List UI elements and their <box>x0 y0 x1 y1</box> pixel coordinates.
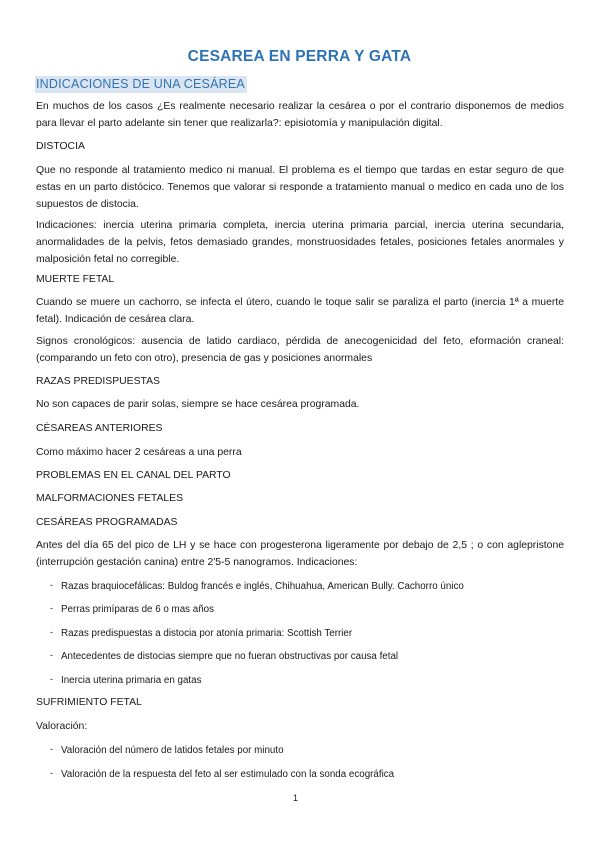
intro-paragraph: En muchos de los casos ¿Es realmente necesario realizar la cesárea o por el contrario disponemos de medios para llevar el parto adelante sin tener que realizarla?: episiotomía y manipulación digital. <box>36 101 564 129</box>
list-item <box>50 766 394 782</box>
page-number: 1 <box>293 793 299 803</box>
razas-paragraph: No son capaces de parir solas, siempre se hace cesárea programada. <box>36 399 360 410</box>
list-item-text: Valoración de la respuesta del feto al ser estimulado con la sonda ecográfica <box>61 769 395 780</box>
list-item <box>50 625 352 641</box>
bullet-marker: - <box>50 744 53 754</box>
heading-razas-predispuestas: RAZAS PREDISPUESTAS <box>36 376 160 387</box>
heading-muerte-fetal: MUERTE FETAL <box>36 274 115 285</box>
anteriores-paragraph: Como máximo hacer 2 cesáreas a una perra <box>36 447 242 458</box>
document-title: CESAREA EN PERRA Y GATA <box>187 48 412 65</box>
heading-cesareas-anteriores: CÉSAREAS ANTERIORES <box>36 423 163 434</box>
muerte-fetal-paragraph-2: Signos cronológicos: ausencia de latido cardiaco, pérdida de anecogenicidad del feto, eformación craneal: (comparando un feto con otro), presencia de gas y posiciones anormales <box>36 336 564 364</box>
list-item-text: Antecedentes de distocias siempre que no fueran obstructivas por causa fetal <box>61 651 399 662</box>
list-item <box>50 648 398 664</box>
muerte-fetal-paragraph-1: Cuando se muere un cachorro, se infecta el útero, cuando le toque salir se paraliza el parto (inercia 1ª a muerte fetal). Indicación de cesárea clara. <box>36 297 564 325</box>
bullet-marker: - <box>50 768 53 778</box>
list-item-text: Razas predispuestas a distocia por atonía primaria: Scottish Terrier <box>61 628 353 639</box>
sufrimiento-paragraph: Valoración: <box>36 721 88 732</box>
heading-distocia: DISTOCIA <box>36 141 85 152</box>
list-item <box>50 742 284 758</box>
heading-cesareas-programadas: CESÁREAS PROGRAMADAS <box>36 517 178 528</box>
heading-malformaciones: MALFORMACIONES FETALES <box>36 493 184 504</box>
list-item <box>50 578 464 594</box>
bullet-marker: - <box>50 674 53 684</box>
list-item-text: Razas braquiocefálicas: Buldog francés e inglés, Chihuahua, American Bully. Cachorro único <box>61 581 464 592</box>
distocia-paragraph-2: Indicaciones: inercia uterina primaria completa, inercia uterina primaria parcial, inercia uterina secundaria, anormalidades de la pelvis, fetos demasiado grandes, monstruosidades fetales, posiciones fetales anormales y malposición fetal no corregible. <box>36 220 564 265</box>
heading-canal-parto: PROBLEMAS EN EL CANAL DEL PARTO <box>36 470 231 481</box>
bullet-marker: - <box>50 580 53 590</box>
list-item <box>50 601 214 617</box>
programadas-paragraph: Antes del día 65 del pico de LH y se hace con progesterona ligeramente por debajo de 2,5 ; o con aglepristone (interrupción gestación canina) entre 2'5-5 nanogramos. Indicaciones: <box>36 540 564 568</box>
list-item <box>50 672 202 688</box>
heading-sufrimiento-fetal: SUFRIMIENTO FETAL <box>36 697 142 708</box>
bullet-marker: - <box>50 650 53 660</box>
list-item-text: Inercia uterina primaria en gatas <box>61 675 202 686</box>
distocia-paragraph-1: Que no responde al tratamiento medico ni manual. El problema es el tiempo que tardas en estar seguro de que estas en un parto distócico. Tenemos que valorar si responde a tratamiento manual o medico en cada uno de los supuestos de distocia. <box>36 165 564 210</box>
bullet-marker: - <box>50 603 53 613</box>
bullet-marker: - <box>50 627 53 637</box>
list-item-text: Perras primíparas de 6 o mas años <box>61 604 215 615</box>
section-subtitle: INDICACIONES DE UNA CESÁREA <box>36 77 245 91</box>
list-item-text: Valoración del número de latidos fetales por minuto <box>61 745 284 756</box>
